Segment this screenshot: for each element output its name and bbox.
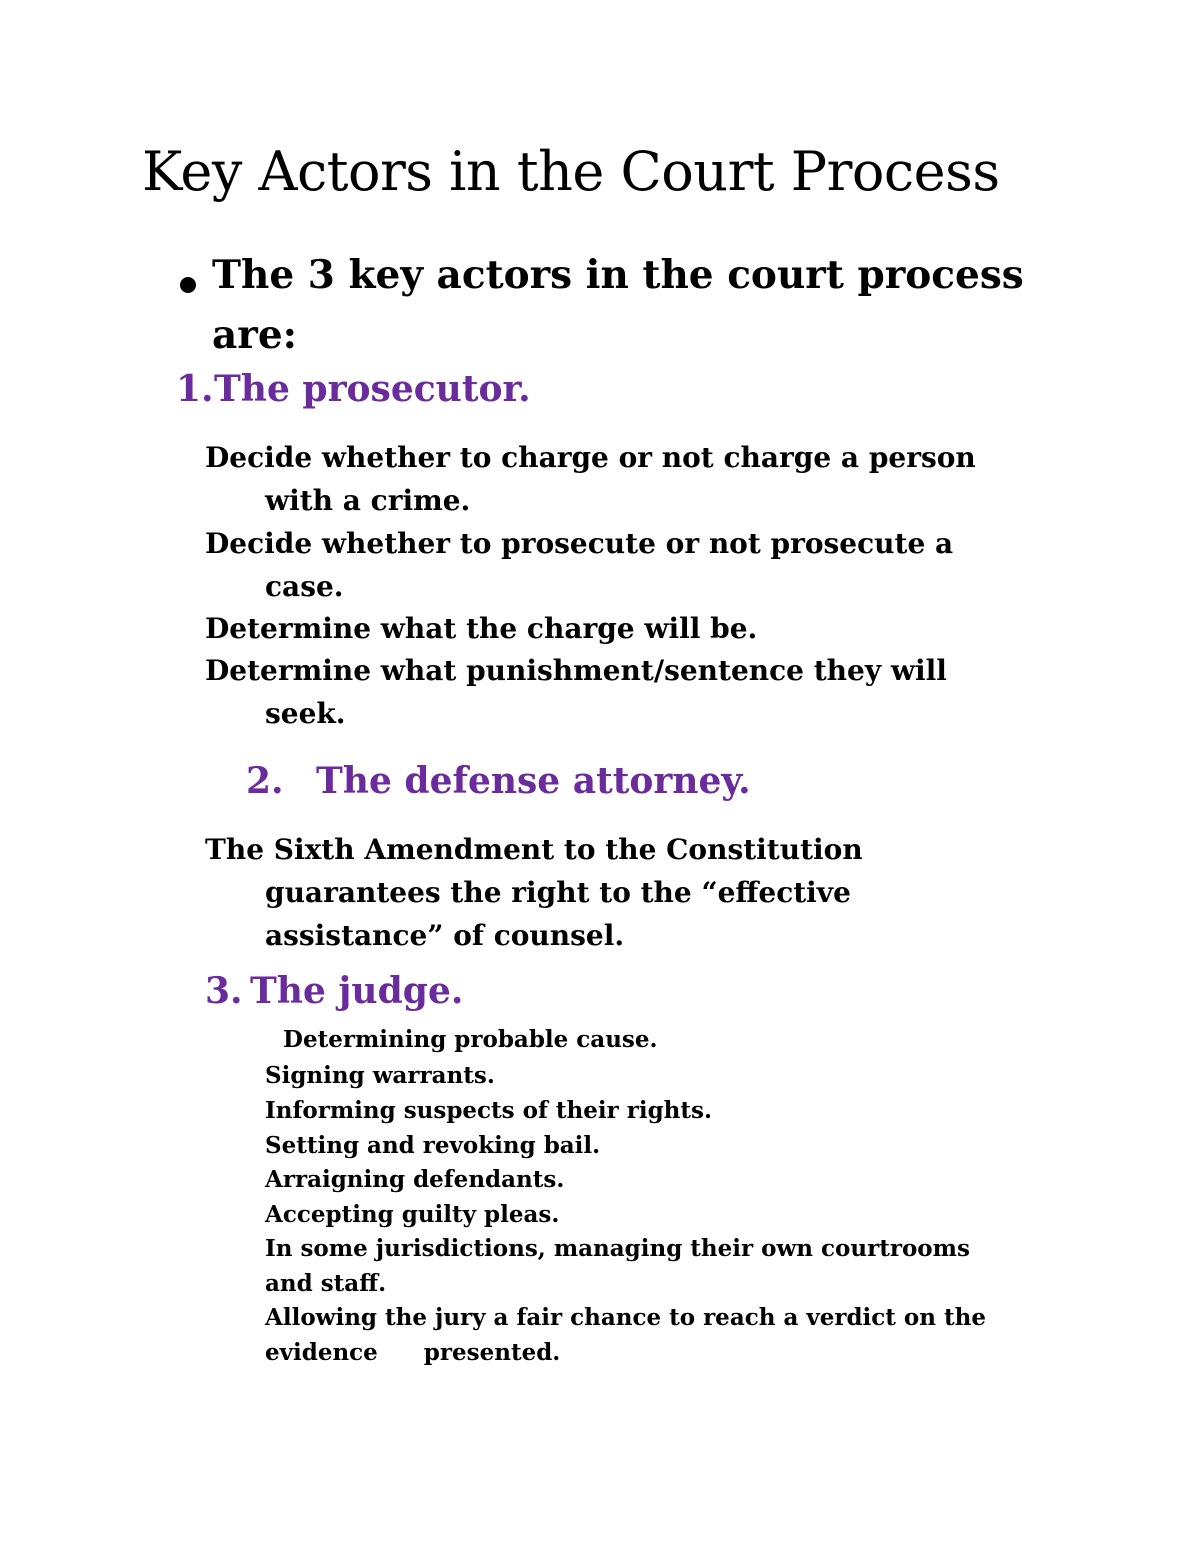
section-3-heading: The judge. bbox=[250, 970, 464, 1012]
section-2-heading: The defense attorney. bbox=[316, 760, 751, 802]
judge-line: Arraigning defendants. bbox=[265, 1166, 565, 1193]
defense-line: assistance” of counsel. bbox=[265, 919, 625, 952]
prosecutor-line: Decide whether to charge or not charge a person bbox=[205, 441, 976, 474]
judge-line: Informing suspects of their rights. bbox=[265, 1097, 712, 1124]
defense-line: guarantees the right to the “effective bbox=[265, 876, 851, 909]
section-3-number: 3. bbox=[205, 970, 243, 1012]
judge-line: Setting and revoking bail. bbox=[265, 1132, 601, 1159]
prosecutor-line: seek. bbox=[265, 697, 346, 730]
prosecutor-line: Determine what punishment/sentence they will bbox=[205, 654, 947, 687]
section-1-number: 1. bbox=[176, 368, 214, 410]
prosecutor-line: Determine what the charge will be. bbox=[205, 612, 758, 645]
intro-line-1: The 3 key actors in the court process bbox=[212, 252, 1024, 298]
section-1-heading: The prosecutor. bbox=[214, 368, 531, 410]
bullet-icon bbox=[180, 277, 196, 293]
prosecutor-line: with a crime. bbox=[265, 484, 471, 517]
judge-line: evidence presented. bbox=[265, 1339, 561, 1366]
judge-line: In some jurisdictions, managing their own courtrooms bbox=[265, 1235, 970, 1262]
prosecutor-line: Decide whether to prosecute or not prosecute a bbox=[205, 527, 954, 560]
section-2-number: 2. bbox=[246, 760, 284, 802]
page-title: Key Actors in the Court Process bbox=[142, 140, 1000, 203]
judge-line: and staff. bbox=[265, 1270, 387, 1297]
prosecutor-line: case. bbox=[265, 570, 344, 603]
intro-line-2: are: bbox=[212, 312, 298, 358]
judge-line: Accepting guilty pleas. bbox=[265, 1201, 560, 1228]
judge-line: Allowing the jury a fair chance to reach a verdict on the bbox=[265, 1304, 986, 1331]
judge-line: Determining probable cause. bbox=[283, 1026, 658, 1053]
defense-line: The Sixth Amendment to the Constitution bbox=[205, 833, 863, 866]
judge-line: Signing warrants. bbox=[265, 1062, 495, 1089]
